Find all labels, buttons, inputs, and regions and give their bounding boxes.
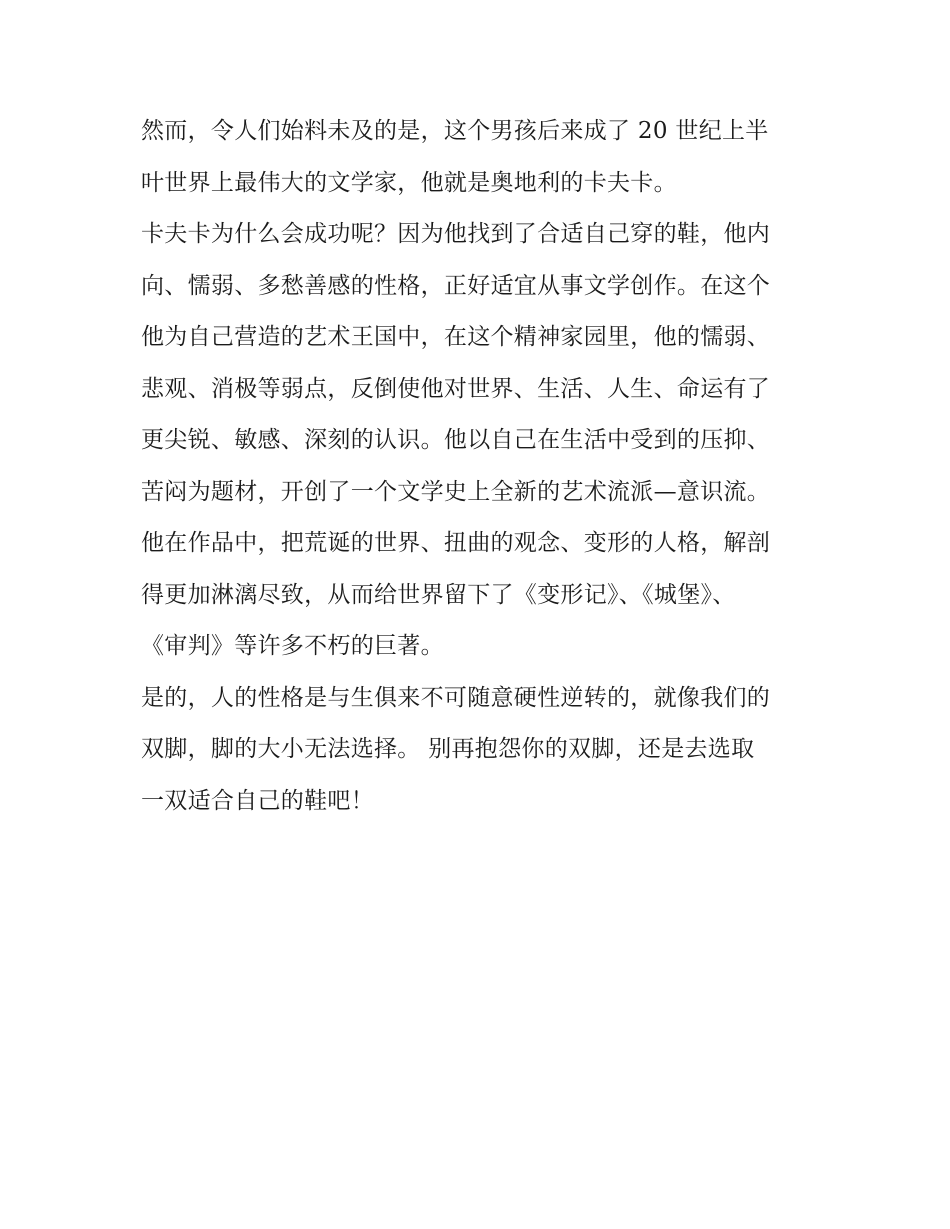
- text-line: 叶世界上最伟大的文学家，他就是奥地利的卡夫卡。: [141, 169, 677, 196]
- paragraph-kafka-success: [141, 209, 831, 673]
- text-line: 一双适合自己的鞋吧！: [141, 787, 374, 814]
- text-line: 是的，人的性格是与生俱来不可随意硬性逆转的，就像我们的: [141, 684, 771, 711]
- text-line: 然而，令人们始料未及的是，这个男孩后来成了 20 世纪上半: [141, 118, 769, 144]
- text-line: 卡夫卡为什么会成功呢？因为他找到了合适自己穿的鞋，他内: [141, 221, 771, 247]
- text-line: 双脚，脚的大小无法选择。 别再抱怨你的双脚，还是去选取: [141, 736, 755, 762]
- text-line: 向、懦弱、多愁善感的性格，正好适宜从事文学创作。在这个: [141, 272, 771, 299]
- document-body: [141, 106, 831, 827]
- paragraph-conclusion: [141, 673, 831, 828]
- text-line: 悲观、消极等弱点，反倒使他对世界、生活、人生、命运有了: [141, 375, 771, 402]
- text-line: 他为自己营造的艺术王国中，在这个精神家园里，他的懦弱、: [141, 324, 771, 350]
- text-line: 苦闷为题材，开创了一个文学史上全新的艺术流派—意识流。: [141, 478, 771, 505]
- text-line: 《审判》等许多不朽的巨著。: [141, 633, 444, 659]
- text-line: 得更加淋漓尽致，从而给世界留下了《变形记》、《城堡》、: [141, 581, 736, 608]
- text-line: 更尖锐、敏感、深刻的认识。他以自己在生活中受到的压抑、: [141, 427, 771, 453]
- paragraph-kafka-intro: [141, 106, 831, 209]
- text-line: 他在作品中，把荒诞的世界、扭曲的观念、变形的人格，解剖: [141, 530, 771, 556]
